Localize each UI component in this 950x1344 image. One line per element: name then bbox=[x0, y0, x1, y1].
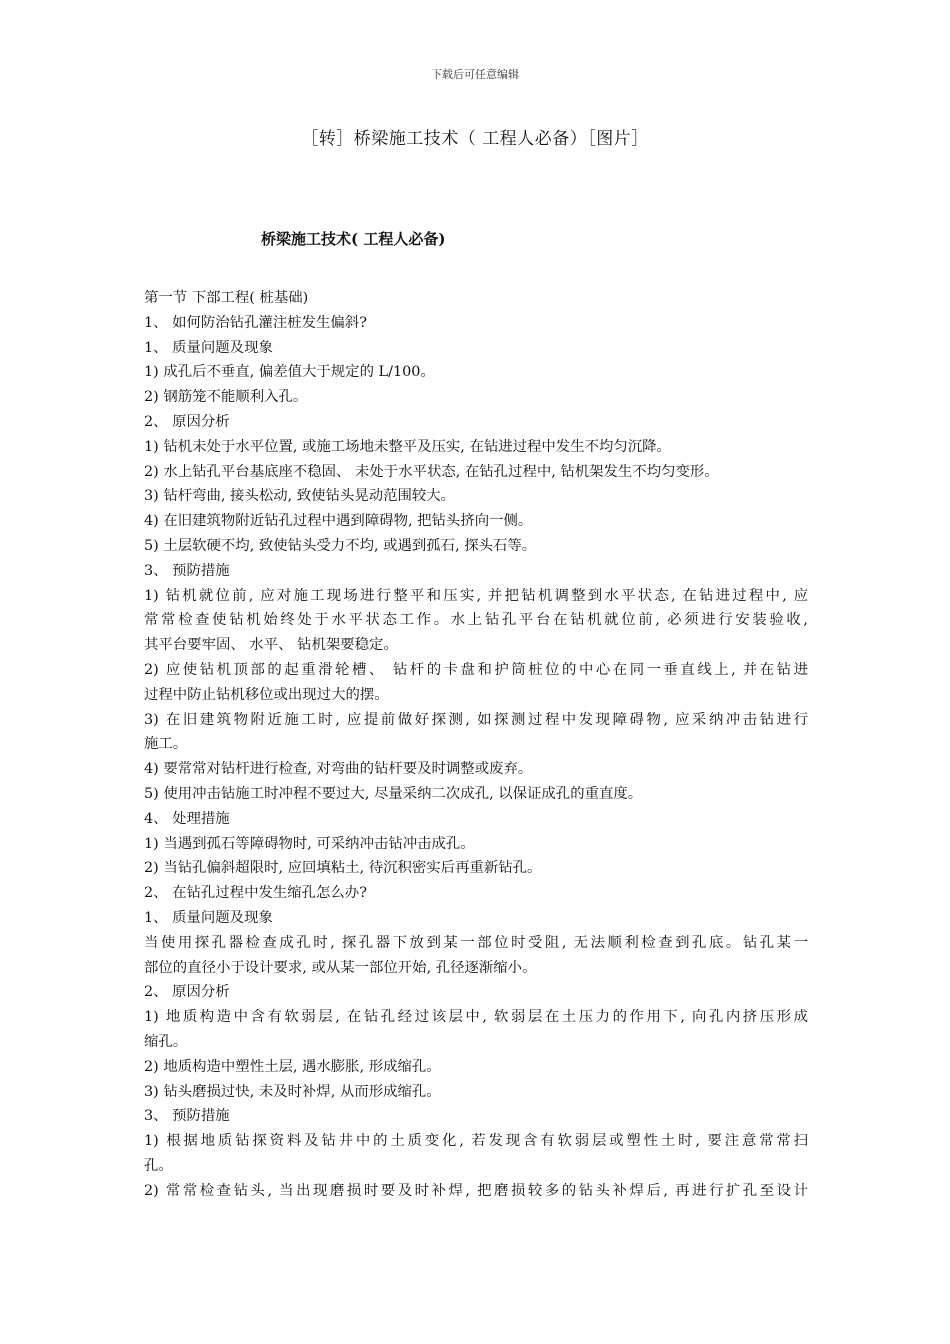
document-title: ［转］桥梁施工技术（ 工程人必备）［图片］ bbox=[301, 129, 649, 149]
text-line: 4) 在旧建筑物附近钻孔过程中遇到障碍物, 把钻头挤向一侧。 bbox=[144, 513, 533, 530]
text-line: 1) 钻机就位前, 应对施工现场进行整平和压实, 并把钻机调整到水平状态, 在钻进过程中, 应 bbox=[144, 587, 808, 604]
text-line: 1) 钻机未处于水平位置, 或施工场地未整平及压实, 在钻进过程中发生不均匀沉降。 bbox=[144, 438, 671, 455]
text-line: 2、 原因分析 bbox=[144, 413, 230, 430]
text-line: 3、 预防措施 bbox=[144, 1108, 230, 1125]
text-line: 常常检查使钻机始终处于水平状态工作。水上钻孔平台在钻机就位前, 必须进行安装验收, bbox=[144, 612, 808, 629]
text-line: 缩孔。 bbox=[144, 1033, 188, 1050]
text-line: 过程中防止钻机移位或出现过大的摆。 bbox=[144, 686, 389, 703]
text-line: 部位的直径小于设计要求, 或从某一部位开始, 孔径逐渐缩小。 bbox=[144, 959, 537, 976]
text-line: 2) 地质构造中塑性土层, 遇水膨胀, 形成缩孔。 bbox=[144, 1058, 441, 1075]
text-line: 第一节 下部工程( 桩基础) bbox=[144, 290, 309, 306]
text-line: 其平台要牢固、 水平、 钻机架要稳定。 bbox=[144, 637, 398, 654]
text-line: 1、 质量问题及现象 bbox=[144, 909, 273, 926]
article-subtitle: 桥梁施工技术( 工程人必备) bbox=[261, 230, 446, 248]
text-line: 1) 当遇到孤石等障碍物时, 可采纳冲击钻冲击成孔。 bbox=[144, 835, 475, 852]
text-line: 3) 钻杆弯曲, 接头松动, 致使钻头晃动范围较大。 bbox=[144, 488, 456, 505]
text-line: 2、 在钻孔过程中发生缩孔怎么办? bbox=[144, 885, 367, 902]
text-line: 1) 地质构造中含有软弱层, 在钻孔经过该层中, 软弱层在土压力的作用下, 向孔内挤压形成 bbox=[144, 1009, 808, 1026]
text-line: 2) 应使钻机顶部的起重滑轮槽、 钻杆的卡盘和护筒桩位的中心在同一垂直线上, 并在钻进 bbox=[144, 661, 808, 678]
text-line: 3、 预防措施 bbox=[144, 562, 230, 579]
text-line: 1) 根据地质钻探资料及钻井中的土质变化, 若发现含有软弱层或塑性土时, 要注意常常扫 bbox=[144, 1133, 808, 1150]
text-line: 2) 钢筋笼不能顺利入孔。 bbox=[144, 389, 308, 406]
text-line: 孔。 bbox=[144, 1157, 173, 1174]
page-header-note: 下载后可任意编辑 bbox=[431, 68, 519, 81]
text-line: 当使用探孔器检查成孔时, 探孔器下放到某一部位时受阻, 无法顺利检查到孔底。钻孔某一 bbox=[144, 934, 808, 951]
text-line: 3) 在旧建筑物附近施工时, 应提前做好探测, 如探测过程中发现障碍物, 应采纳冲击钻进行 bbox=[144, 711, 808, 728]
text-line: 1、 质量问题及现象 bbox=[144, 339, 273, 356]
text-line: 2) 当钻孔偏斜超限时, 应回填粘土, 待沉积密实后再重新钻孔。 bbox=[144, 860, 542, 877]
text-line: 3) 钻头磨损过快, 未及时补焊, 从而形成缩孔。 bbox=[144, 1083, 441, 1100]
article-body bbox=[144, 286, 808, 1203]
text-line: 施工。 bbox=[144, 736, 188, 753]
text-line: 2) 常常检查钻头, 当出现磨损时要及时补焊, 把磨损较多的钻头补焊后, 再进行扩孔至设计 bbox=[144, 1182, 808, 1199]
text-line: 4) 要常常对钻杆进行检查, 对弯曲的钻杆要及时调整或废弃。 bbox=[144, 761, 533, 778]
text-line: 1) 成孔后不垂直, 偏差值大于规定的 L/100。 bbox=[144, 364, 435, 381]
text-line: 4、 处理措施 bbox=[144, 810, 230, 827]
text-line: 2) 水上钻孔平台基底座不稳固、 未处于水平状态, 在钻孔过程中, 钻机架发生不均匀变形。 bbox=[144, 463, 719, 480]
text-line: 2、 原因分析 bbox=[144, 984, 230, 1001]
text-line: 1、 如何防治钻孔灌注桩发生偏斜? bbox=[144, 314, 367, 331]
text-line: 5) 使用冲击钻施工时冲程不要过大, 尽量采纳二次成孔, 以保证成孔的重直度。 bbox=[144, 785, 643, 802]
text-line: 5) 土层软硬不均, 致使钻头受力不均, 或遇到孤石, 探头石等。 bbox=[144, 537, 537, 554]
